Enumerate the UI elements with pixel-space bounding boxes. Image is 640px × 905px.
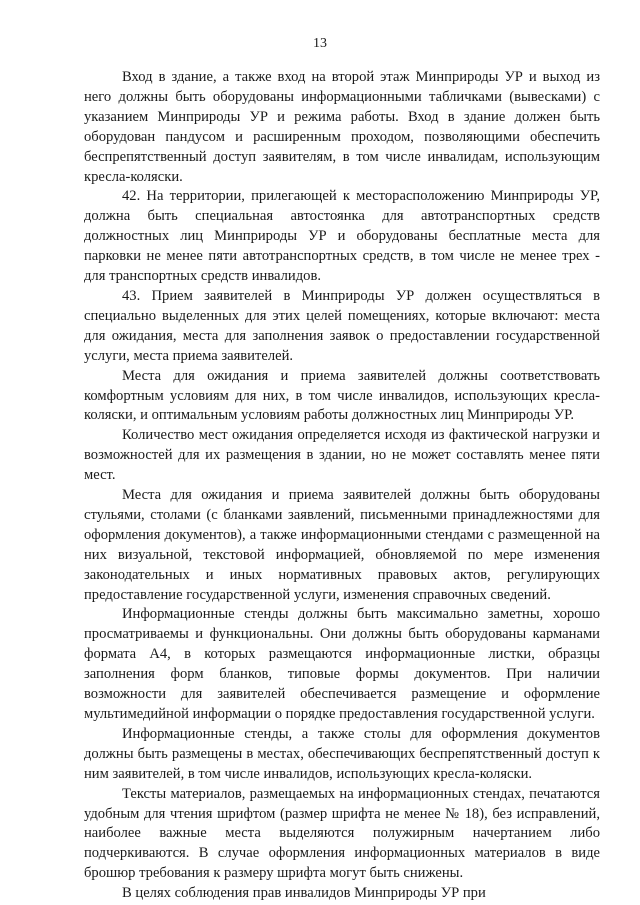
paragraph-equipment: Места для ожидания и приема заявителей должны быть оборудованы стульями, столами (с бланками заявлений, письменными принадлежностями для оформления документов), а также информационными стендами с размещенной на них визуальной, текстовой информацией, обновляемой по мере изменения законодательных и иных нормативных правовых актов, регулирующих предоставление государственной услуги, изменения справочных сведений. [84,487,600,603]
page-number: 13 [313,36,327,51]
paragraph-43-reception: 43. Прием заявителей в Минприроды УР должен осуществляться в специально выделенных для этих целей помещениях, которые включают: места для ожидания, места для заполнения заявок о предоставлении государственной услуги, места приема заявителей. [84,287,600,364]
paragraph-comfort: Места для ожидания и приема заявителей должны соответствовать комфортным условиям для них, в том числе инвалидов, использующих кресла-коляски, и оптимальным условиям работы должностных лиц Минприроды УР. [84,367,600,424]
document-body [84,68,600,904]
paragraph-42-parking: 42. На территории, прилегающей к месторасположению Минприроды УР, должна быть специальная автостоянка для автотранспортных средств должностных лиц Минприроды УР и оборудованы бесплатные места для парковки не менее пяти автотранспортных средств, в том числе не менее трех - для транспортных средств инвалидов. [84,188,600,285]
paragraph-entrance: Вход в здание, а также вход на второй этаж Минприроды УР и выход из него должны быть оборудованы информационными табличками (вывесками) с указанием Минприроды УР и режима работы. Вход в здание должен быть оборудован пандусом и расширенным проходом, позволяющими обеспечить беспрепятственный доступ заявителям, в том числе инвалидам, использующим кресла-коляски. [84,69,600,185]
paragraph-font-requirements: Тексты материалов, размещаемых на информационных стендах, печатаются удобным для чтения шрифтом (размер шрифта не менее № 18), без исправлений, наиболее важные места выделяются полужирным начертанием либо подчеркиваются. В случае оформления информационных материалов в виде брошюр требования к размеру шрифта могут быть снижены. [84,785,600,882]
paragraph-disability-rights: В целях соблюдения прав инвалидов Минприроды УР при [122,885,486,902]
paragraph-waiting-places: Количество мест ожидания определяется исходя из фактической нагрузки и возможностей для их размещения в здании, но не может составлять менее пяти мест. [84,427,600,484]
paragraph-stand-placement: Информационные стенды, а также столы для оформления документов должны быть размещены в местах, обеспечивающих беспрепятственный доступ к ним заявителей, в том числе инвалидов, использующих кресла-коляски. [84,725,600,782]
paragraph-info-stands: Информационные стенды должны быть максимально заметны, хорошо просматриваемы и функциональны. Они должны быть оборудованы карманами формата А4, в которых размещаются информационные листки, образцы заполнения форм бланков, типовые формы документов. При наличии возможности для заявителей обеспечивается размещение и оформление мультимедийной информации о порядке предоставления государственной услуги. [84,606,600,722]
